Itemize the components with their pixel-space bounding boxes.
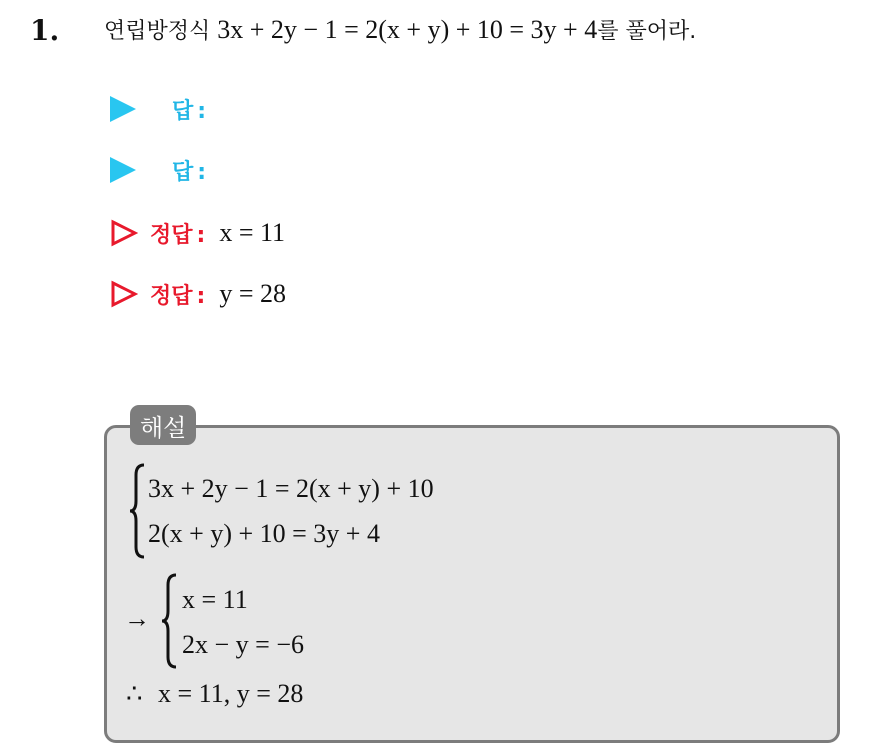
correct-answer-value: y = 28 bbox=[219, 279, 286, 308]
outline-triangle-icon bbox=[110, 280, 138, 308]
answer-label: 답 : bbox=[172, 98, 207, 124]
answer-prompt-2 bbox=[110, 153, 206, 187]
answer-prompt-1 bbox=[110, 92, 206, 126]
question-number: 1. bbox=[30, 14, 60, 47]
question-prefix: 연립방정식 bbox=[104, 19, 218, 44]
left-brace-icon bbox=[160, 573, 180, 669]
play-triangle-icon bbox=[110, 157, 136, 183]
arrow-icon: → bbox=[124, 604, 150, 633]
system1-equation-2: 2(x + y) + 10 = 3y + 4 bbox=[148, 519, 380, 548]
system1-equation-1: 3x + 2y − 1 = 2(x + y) + 10 bbox=[148, 474, 434, 503]
system2-equation-2: 2x − y = −6 bbox=[182, 630, 304, 659]
correct-answer-1 bbox=[110, 216, 285, 250]
system2-equation-1: x = 11 bbox=[182, 585, 248, 614]
play-triangle-icon bbox=[110, 96, 136, 122]
outline-triangle-icon bbox=[110, 219, 138, 247]
correct-answer-label: 정답 : bbox=[150, 283, 206, 309]
question-text bbox=[104, 14, 696, 45]
correct-answer-label: 정답 : bbox=[150, 222, 206, 248]
left-brace-icon bbox=[128, 463, 148, 559]
correct-answer-value: x = 11 bbox=[219, 218, 286, 247]
therefore-symbol: ∴ bbox=[126, 679, 143, 708]
question-equation: 3x + 2y − 1 = 2(x + y) + 10 = 3y + 4 bbox=[217, 15, 598, 44]
correct-answer-2 bbox=[110, 277, 286, 311]
answer-label: 답 : bbox=[172, 159, 207, 185]
conclusion-text: x = 11, y = 28 bbox=[158, 679, 304, 708]
question-suffix: 를 풀어라. bbox=[597, 19, 697, 44]
solution-tag: 해설 bbox=[130, 405, 196, 445]
